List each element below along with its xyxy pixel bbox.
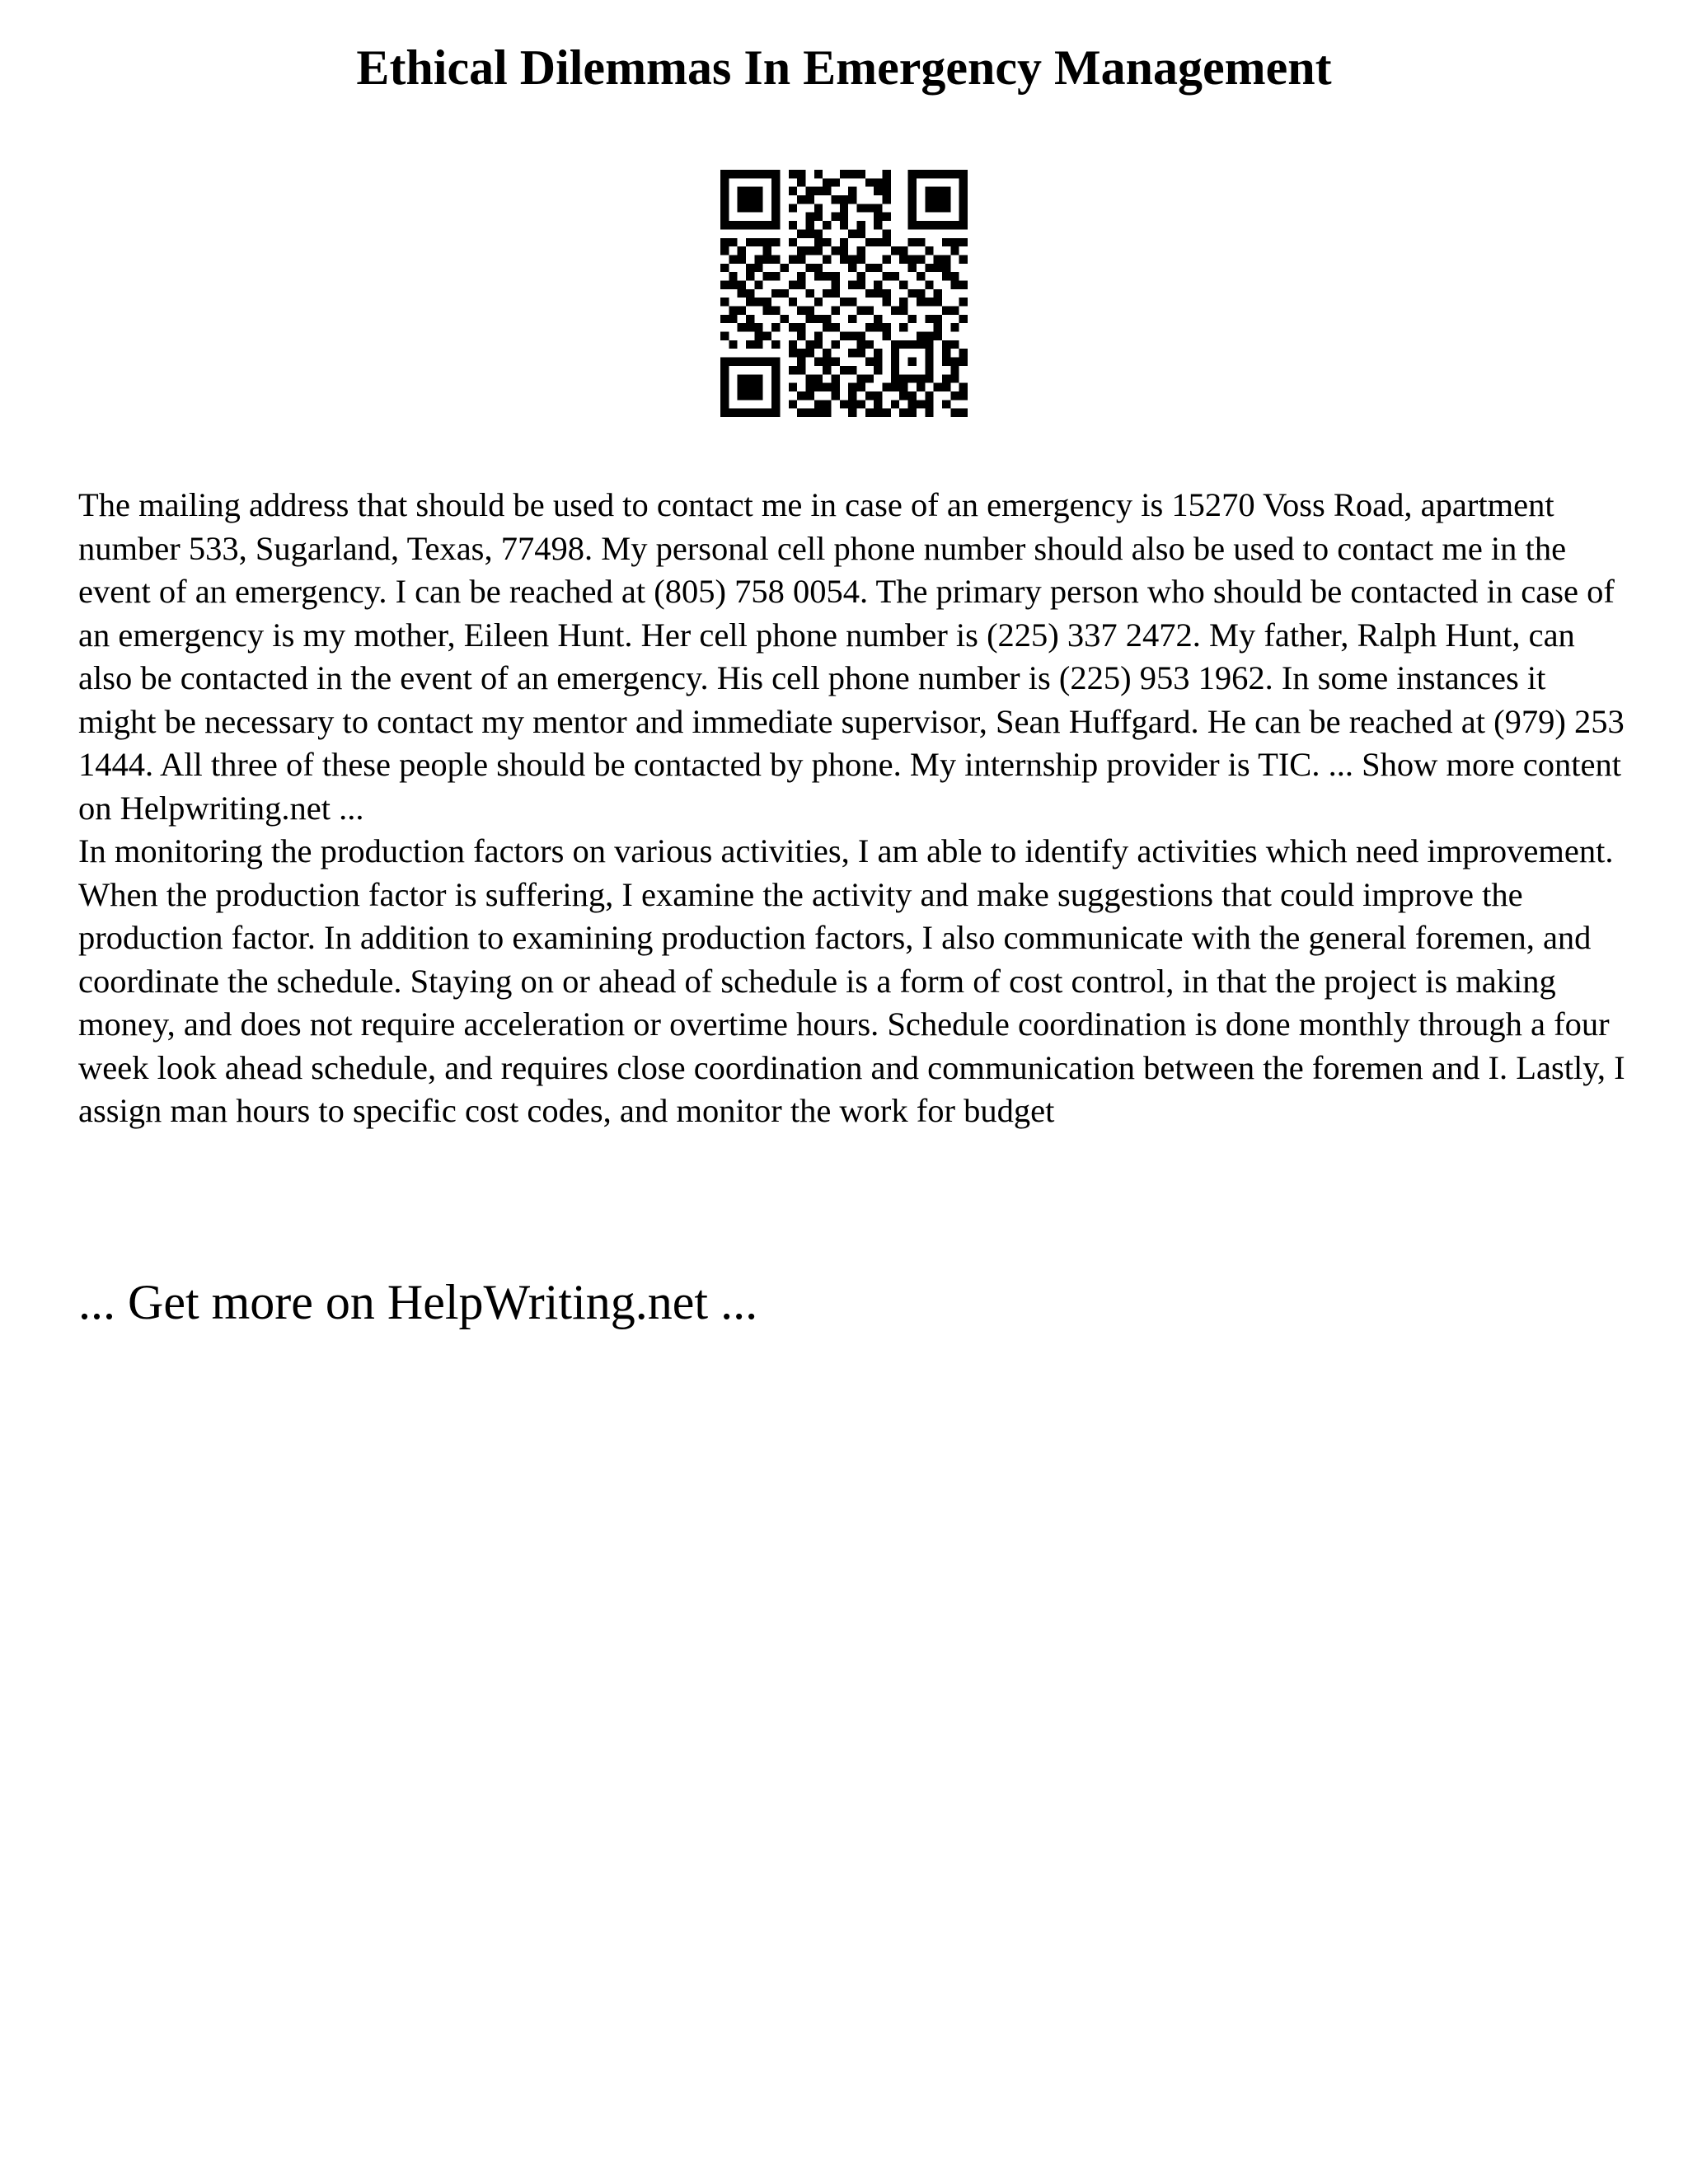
qr-code-icon [720,170,968,417]
document-title: Ethical Dilemmas In Emergency Management [356,40,1332,95]
body-text [78,484,1628,1133]
paragraph-production-factors: In monitoring the production factors on various activities, I am able to identify activities which need improvement. When the production factor is suffering, I examine the activity and make suggestions that could improve the production factor. In addition to examining production factors, I also communicate with the general foremen, and coordinate the schedule. Staying on or ahead of schedule is a form of cost control, in that the project is making money, and does not require acceleration or overtime hours. Schedule coordination is done monthly through a four week look ahead schedule, and requires close coordination and communication between the foremen and I. Lastly, I assign man hours to specific cost codes, and monitor the work for budget [78,832,1625,1129]
get-more-link[interactable]: ... Get more on HelpWriting.net ... [78,1275,758,1329]
paragraph-emergency-contacts: The mailing address that should be used to contact me in case of an emergency is 15270 Voss Road, apartment number 533, Sugarland, Texas, 77498. My personal cell phone number should also be used to contact me in the event of an emergency. I can be reached at (805) 758 0054. The primary person who should be contacted in case of an emergency is my mother, Eileen Hunt. Her cell phone number is (225) 337 2472. My father, Ralph Hunt, can also be contacted in the event of an emergency. His cell phone number is (225) 953 1962. In some instances it might be necessary to contact my mentor and immediate supervisor, Sean Huffgard. He can be reached at (979) 253 1444. All three of these people should be contacted by phone. My internship provider is TIC. ... Show more content on Helpwriting.net ... [78,486,1625,827]
